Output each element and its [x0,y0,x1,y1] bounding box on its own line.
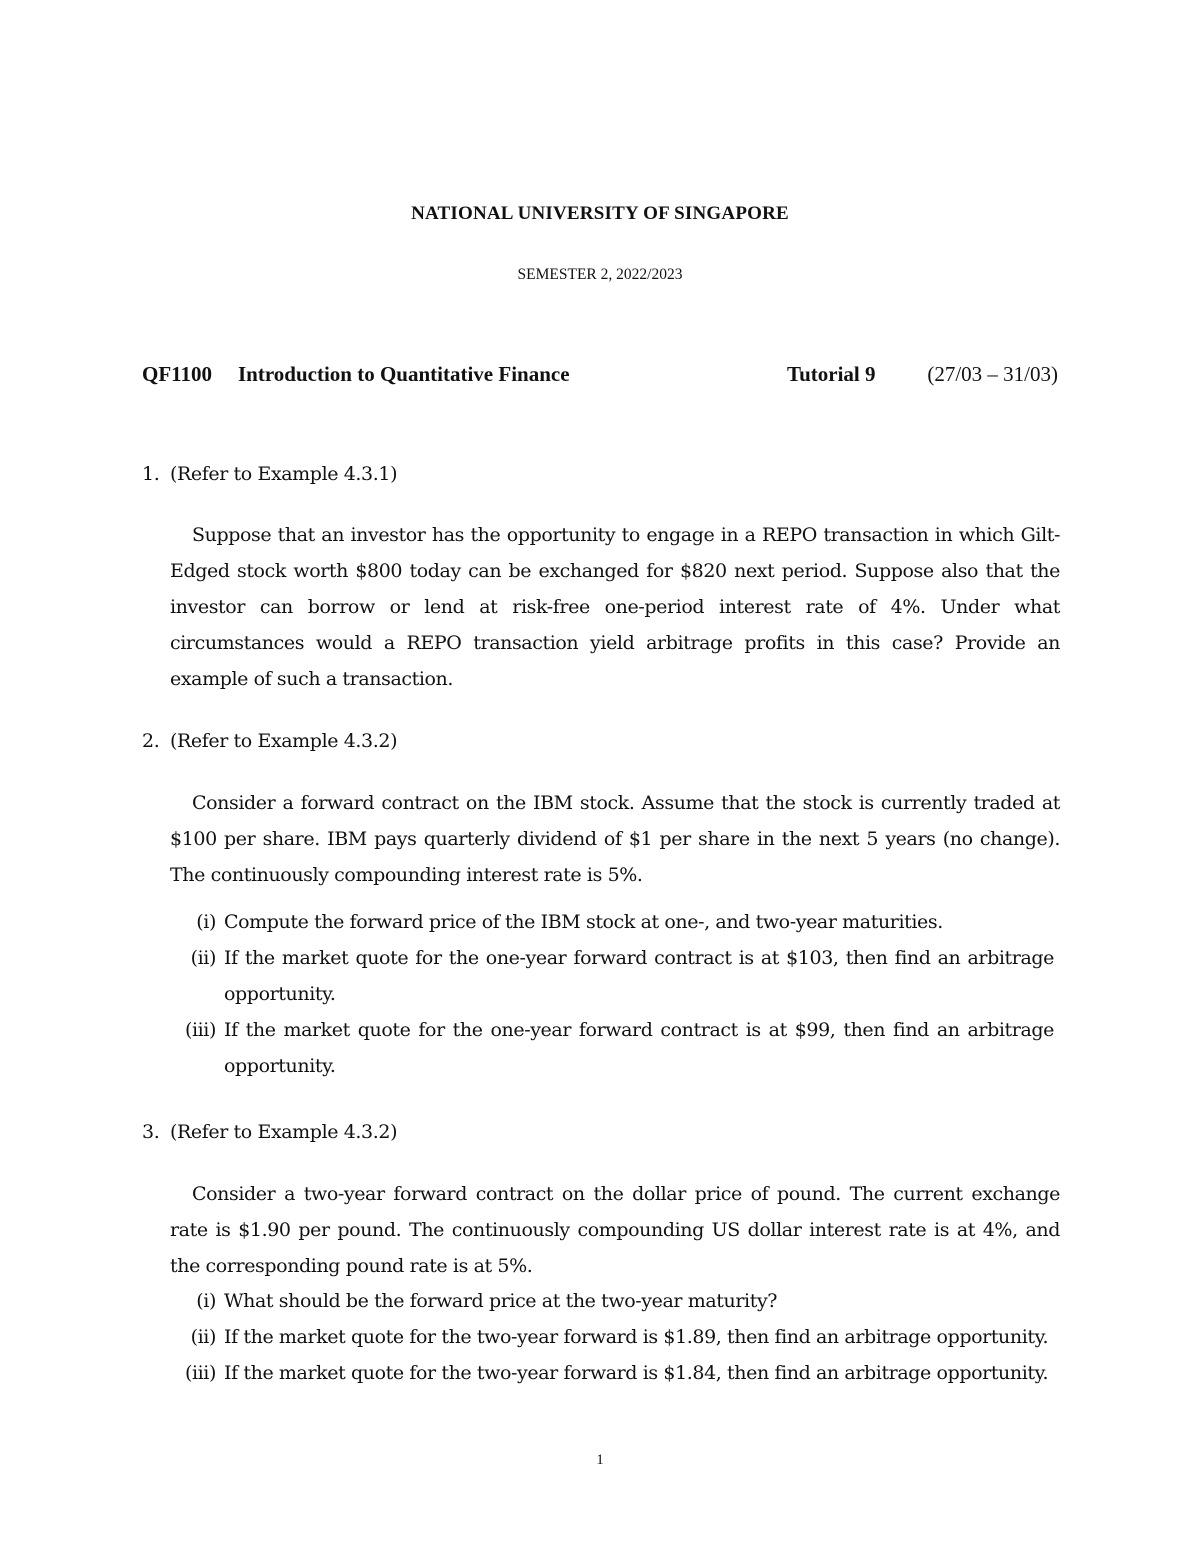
part-label: (i) [196,1290,216,1312]
part-text: If the market quote for the two-year forward is $1.89, then find an arbitrage opportunity. [224,1326,1049,1348]
part-label: (i) [196,911,216,933]
course-name: Introduction to Quantitative Finance [238,362,570,386]
question-3-part-i [170,1283,1060,1319]
part-label: (ii) [190,947,216,969]
question-3-part-iii [170,1355,1060,1391]
tutorial-dates: (27/03 – 31/03) [927,362,1058,386]
question-2-part-i [170,904,1060,940]
tutorial-label: Tutorial 9 [787,362,876,386]
part-label: (iii) [184,1019,216,1041]
part-text: Compute the forward price of the IBM stock at one-, and two-year maturities. [224,911,943,933]
question-3-heading [142,1114,397,1150]
question-number: 2. [142,730,160,752]
course-header [142,362,1058,390]
part-text: If the market quote for the two-year forward is $1.84, then find an arbitrage opportunity. [224,1362,1049,1384]
university-title: NATIONAL UNIVERSITY OF SINGAPORE [411,203,789,224]
question-reference: (Refer to Example 4.3.2) [170,730,398,752]
question-2-part-iii [170,1012,1060,1084]
question-2-heading [142,723,397,759]
part-text: If the market quote for the one-year forward contract is at $99, then find an arbitrage opportunity. [224,1019,1054,1077]
course-code: QF1100 [142,362,213,386]
question-2-part-ii [170,940,1060,1012]
question-1-body: Suppose that an investor has the opportunity to engage in a REPO transaction in which Gilt-Edged stock worth $800 today can be exchanged for $820 next period. Suppose also that the investor can borrow or lend at risk-free one-period interest rate of 4%. Under what circumstances would a REPO transaction yield arbitrage profits in this case? Provide an example of such a transaction. [170,524,1060,690]
question-3-part-ii [170,1319,1060,1355]
semester-line: SEMESTER 2, 2022/2023 [517,266,683,283]
part-label: (iii) [184,1362,216,1384]
question-number: 3. [142,1121,160,1143]
part-label: (ii) [190,1326,216,1348]
question-reference: (Refer to Example 4.3.1) [170,463,398,485]
question-1-heading [142,456,397,492]
part-text: If the market quote for the one-year forward contract is at $103, then find an arbitrage opportunity. [224,947,1054,1005]
question-reference: (Refer to Example 4.3.2) [170,1121,398,1143]
question-2-body: Consider a forward contract on the IBM stock. Assume that the stock is currently traded at $100 per share. IBM pays quarterly dividend of $1 per share in the next 5 years (no change). The continuously compounding interest rate is 5%. [170,792,1060,886]
part-text: What should be the forward price at the two-year maturity? [224,1290,778,1312]
page-number: 1 [596,1452,604,1468]
question-number: 1. [142,463,160,485]
question-3-body: Consider a two-year forward contract on the dollar price of pound. The current exchange rate is $1.90 per pound. The continuously compounding US dollar interest rate is at 4%, and the corresponding pound rate is at 5%. [170,1183,1060,1277]
